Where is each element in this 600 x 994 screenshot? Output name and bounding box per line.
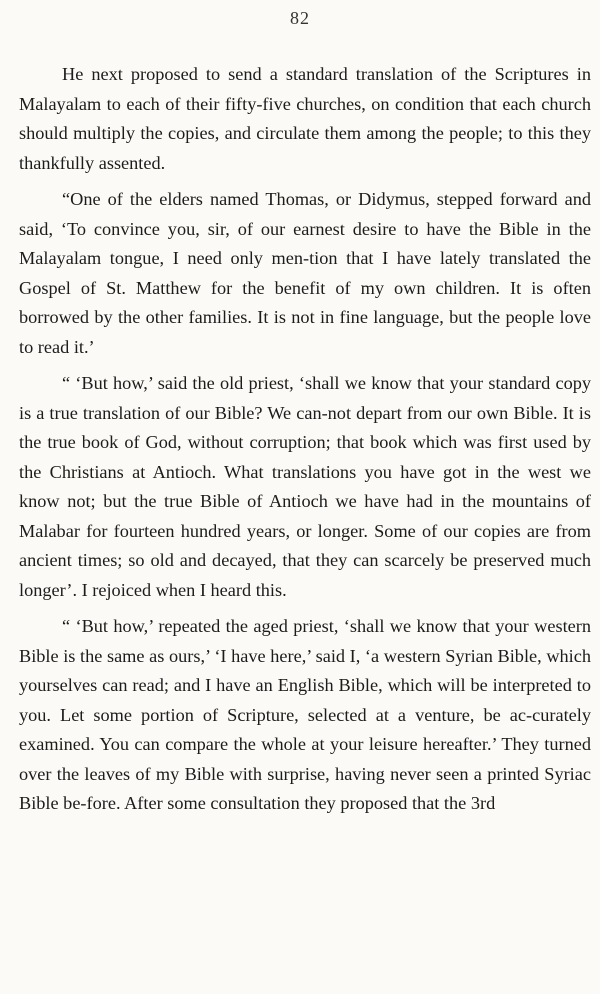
paragraph-old-priest: “ ‘But how,’ said the old priest, ‘shall we know that your standard copy is a true translation of our Bible? We can-not depart from our own Bible. It is the true book of God, without corruption; that book which was first used by the Christians at Antioch. What translations you have got in the west we know not; but the true Bible of Antioch we have had in the mountains of Malabar for fourteen hundred years, or longer. Some of our copies are from ancient times; so old and decayed, that they can scarcely be preserved much longer’. I rejoiced when I heard this. bbox=[19, 373, 591, 600]
paragraph-aged-priest: “ ‘But how,’ repeated the aged priest, ‘shall we know that your western Bible is the same as ours,’ ‘I have here,’ said I, ‘a western Syrian Bible, which yourselves can read; and I have an English Bible, which will be interpreted to you. Let some portion of Scripture, selected at a venture, be ac-curately examined. You can compare the whole at your leisure hereafter.’ They turned over the leaves of my Bible with surprise, having never seen a printed Syriac Bible be-fore. After some consultation they proposed that the 3rd bbox=[19, 616, 591, 813]
page-body-text bbox=[19, 60, 591, 826]
page-number: 82 bbox=[290, 8, 310, 28]
paragraph-elder-thomas: “One of the elders named Thomas, or Didymus, stepped forward and said, ‘To convince you, sir, of our earnest desire to have the Bible in the Malayalam tongue, I need only men-tion that I have lately translated the Gospel of St. Matthew for the benefit of my own children. It is often borrowed by the other families. It is not in fine language, but the people love to read it.’ bbox=[19, 189, 591, 357]
paragraph-standard-translation: He next proposed to send a standard translation of the Scriptures in Malayalam to each of their fifty-five churches, on condition that each church should multiply the copies, and circulate them among the people; to this they thankfully assented. bbox=[19, 64, 591, 173]
